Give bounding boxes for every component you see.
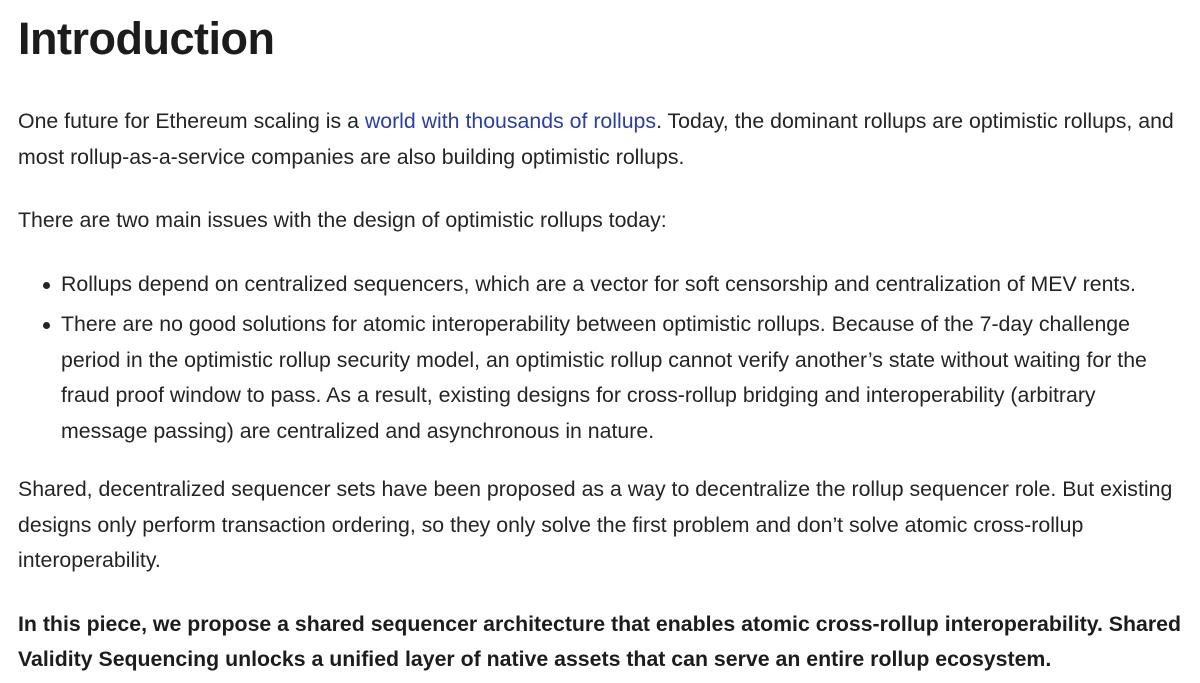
shared-sequencer-paragraph: Shared, decentralized sequencer sets have been proposed as a way to decentralize the rollup sequencer role. But existing designs only perform transaction ordering, so they only solve the first problem and don’t solve atomic cross-rollup interoperability. [18, 477, 1173, 572]
page-title: Introduction [18, 13, 275, 64]
intro-text-before-link: One future for Ethereum scaling is a [18, 109, 365, 133]
thesis-paragraph: In this piece, we propose a shared sequencer architecture that enables atomic cross-rollup interoperability. Shared Validity Sequencing unlocks a unified layer of native assets that can serve an entire rollup ecosystem. [18, 611, 1181, 671]
intro-paragraph [18, 104, 1182, 175]
list-item: Rollups depend on centralized sequencers, which are a vector for soft censorship and centralization of MEV rents. [61, 267, 1182, 303]
issues-lead-paragraph: There are two main issues with the design of optimistic rollups today: [18, 208, 667, 232]
list-item: There are no good solutions for atomic interoperability between optimistic rollups. Because of the 7-day challenge period in the optimistic rollup security model, an optimistic rollup cannot verify another’s state without waiting for the fraud proof window to pass. As a result, existing designs for cross-rollup bridging and interoperability (arbitrary message passing) are centralized and asynchronous in nature. [61, 307, 1182, 449]
rollups-link[interactable]: world with thousands of rollups [364, 109, 657, 133]
intro-text-after-link: . Today, the dominant rollups are optimistic rollups, and most rollup-as-a-service companies are also building optimistic rollups. [18, 109, 1174, 169]
issues-list [18, 267, 1182, 450]
